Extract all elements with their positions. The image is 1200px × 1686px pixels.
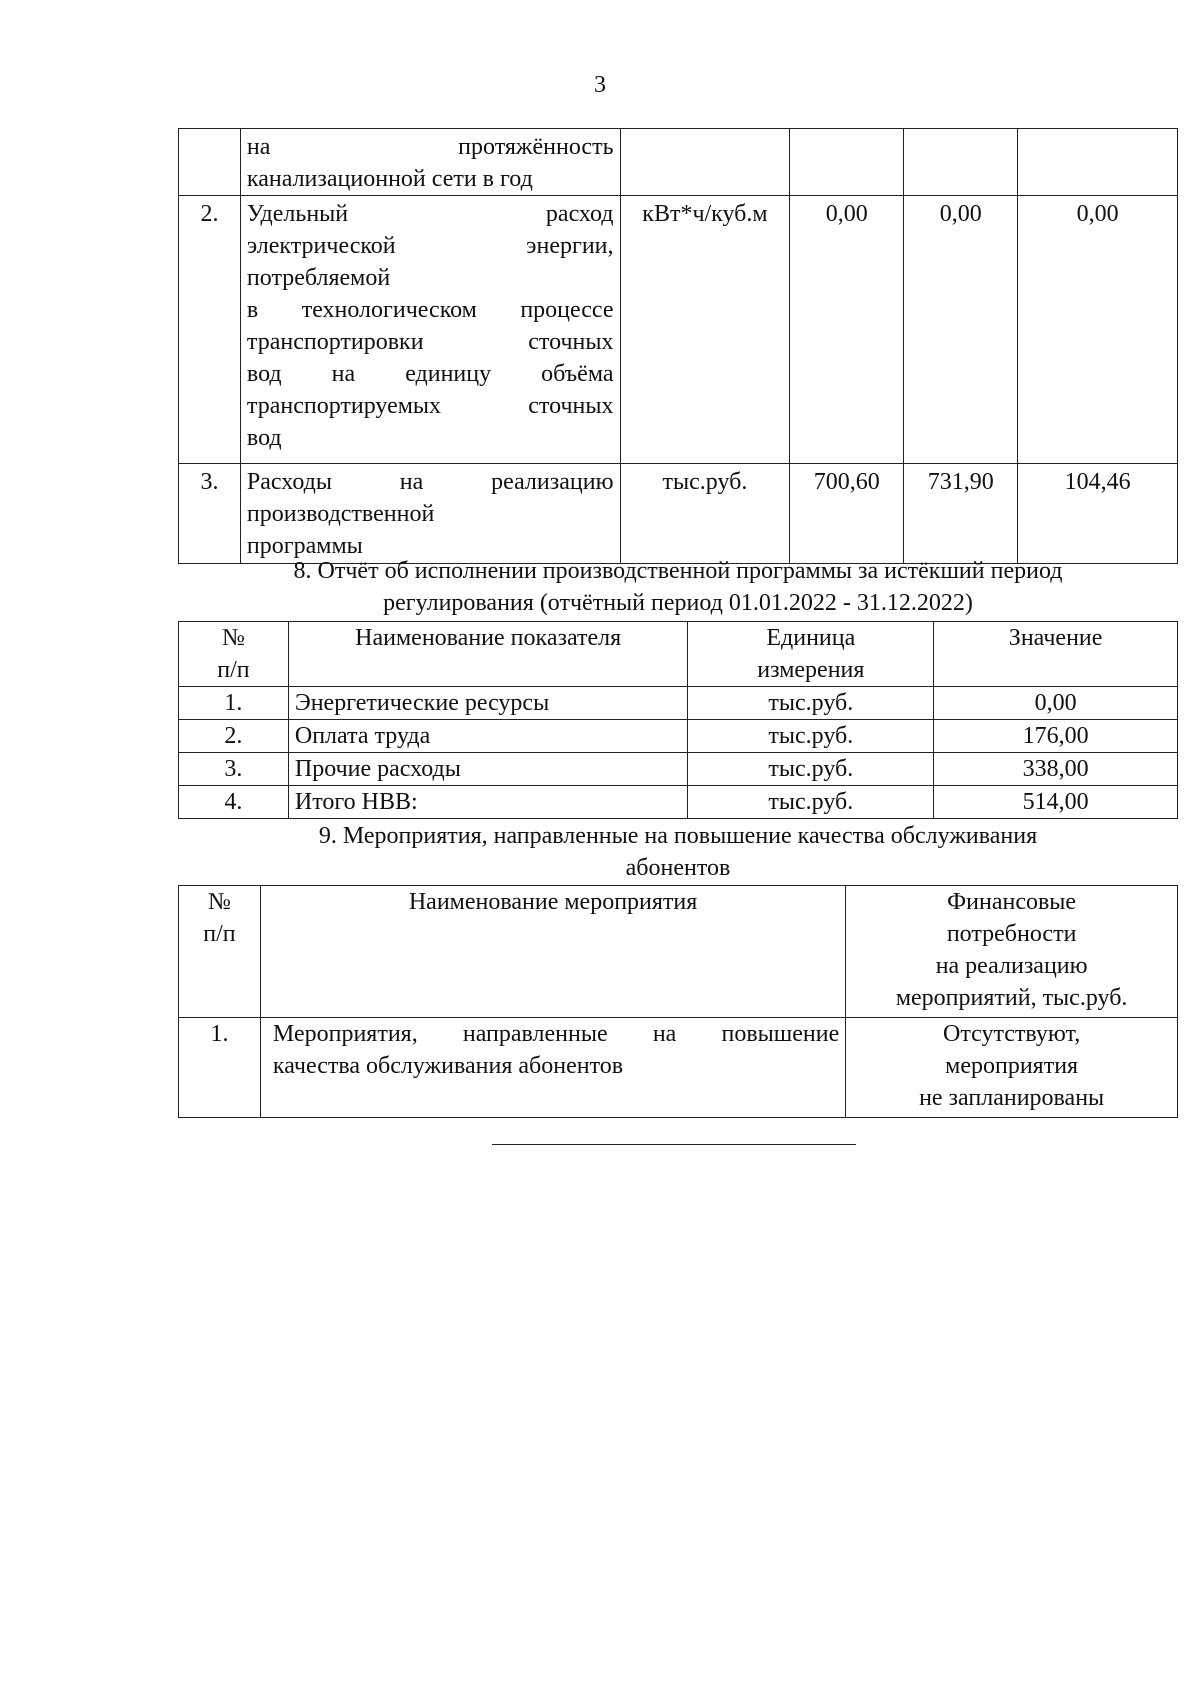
row-value: 514,00 [934, 786, 1178, 819]
indicator-name-line: транспортировки сточных [246, 329, 614, 355]
row-number: 3. [179, 464, 241, 564]
row-number: 1. [179, 1018, 261, 1118]
value-cell: 700,60 [790, 464, 904, 564]
row-name: Прочие расходы [288, 753, 688, 786]
header-num-line: п/п [217, 657, 250, 683]
row-number: 1. [179, 687, 289, 720]
indicator-name-line: производственной [246, 501, 435, 527]
table-row [179, 687, 1178, 720]
report-table [178, 621, 1178, 819]
value-cell [790, 129, 904, 196]
value-cell: 0,00 [904, 196, 1018, 464]
header-financing-line: на реализацию [935, 953, 1088, 979]
header-unit-line: Единица [766, 625, 856, 651]
indicator-name [240, 129, 620, 196]
table-row [179, 786, 1178, 819]
indicator-name-line: канализационной сети в год [246, 166, 533, 192]
table-row [179, 129, 1178, 196]
value-cell [904, 129, 1018, 196]
row-number: 3. [179, 753, 289, 786]
table-row [179, 1018, 1178, 1118]
section-9-title-line: абонентов [625, 855, 731, 881]
row-number [179, 129, 241, 196]
table-row [179, 720, 1178, 753]
value-cell: 731,90 [904, 464, 1018, 564]
header-num-line: № [208, 889, 231, 915]
measures-table [178, 885, 1178, 1118]
row-unit: тыс.руб. [688, 753, 934, 786]
page-number: 3 [594, 72, 606, 98]
row-name: Оплата труда [288, 720, 688, 753]
indicator-name-line: электрической энергии, [246, 233, 614, 259]
header-num [179, 886, 261, 1018]
unit-cell: тыс.руб. [620, 464, 790, 564]
value-cell [1018, 129, 1178, 196]
row-number: 2. [179, 720, 289, 753]
measure-name-line: качества обслуживания абонентов [272, 1053, 624, 1079]
table-row [179, 464, 1178, 564]
header-num [179, 622, 289, 687]
value-cell: 104,46 [1018, 464, 1178, 564]
row-name: Итого НВВ: [288, 786, 688, 819]
header-num-line: п/п [203, 921, 236, 947]
header-num-line: № [221, 625, 245, 651]
section-9-title [178, 820, 1178, 884]
row-unit: тыс.руб. [688, 687, 934, 720]
indicator-name-line: в технологическом процессе [246, 297, 614, 323]
indicators-table [178, 128, 1178, 564]
value-cell: 0,00 [790, 196, 904, 464]
measure-financing-line: Отсутствуют, [943, 1021, 1081, 1047]
table-row [179, 196, 1178, 464]
indicator-name-line: программы [246, 533, 363, 559]
indicator-name-line: транспортируемых сточных [246, 393, 614, 419]
section-8-title [178, 555, 1178, 619]
header-financing-line: потребности [946, 921, 1077, 947]
measure-name-line: Мероприятия, направленные на повышение [272, 1021, 840, 1047]
header-unit [688, 622, 934, 687]
indicator-name-line: Расходы на реализацию [246, 469, 614, 495]
indicator-name-line: на протяжённость [246, 134, 614, 160]
measure-financing-line: не запланированы [919, 1085, 1105, 1111]
header-financing-line: мероприятий, тыс.руб. [895, 985, 1128, 1011]
table-row [179, 753, 1178, 786]
unit-cell [620, 129, 790, 196]
row-number: 2. [179, 196, 241, 464]
closing-rule [492, 1144, 856, 1145]
table-header-row [179, 886, 1178, 1018]
section-9-title-line: 9. Мероприятия, направленные на повышение качества обслуживания [318, 823, 1038, 849]
header-unit-line: измерения [757, 657, 865, 683]
row-value: 338,00 [934, 753, 1178, 786]
table-header-row [179, 622, 1178, 687]
row-value: 176,00 [934, 720, 1178, 753]
indicator-name-line: вод [246, 425, 282, 451]
row-unit: тыс.руб. [688, 720, 934, 753]
section-8-title-line: регулирования (отчётный период 01.01.2022 - 31.12.2022) [383, 590, 973, 616]
header-financing-line: Финансовые [947, 889, 1077, 915]
indicator-name-line: Удельный расход [246, 201, 614, 227]
unit-cell: кВт*ч/куб.м [620, 196, 790, 464]
row-name: Энергетические ресурсы [288, 687, 688, 720]
header-value: Значение [934, 622, 1178, 687]
indicator-name-line: потребляемой [246, 265, 391, 291]
indicator-name [240, 464, 620, 564]
indicator-name [240, 196, 620, 464]
header-name: Наименование показателя [288, 622, 688, 687]
row-value: 0,00 [934, 687, 1178, 720]
row-number: 4. [179, 786, 289, 819]
header-financing [846, 886, 1178, 1018]
measure-name [260, 1018, 845, 1118]
measure-financing [846, 1018, 1178, 1118]
header-name: Наименование мероприятия [260, 886, 845, 1018]
indicator-name-line: вод на единицу объёма [246, 361, 614, 387]
measure-financing-line: мероприятия [945, 1053, 1079, 1079]
value-cell: 0,00 [1018, 196, 1178, 464]
row-unit: тыс.руб. [688, 786, 934, 819]
section-8-title-line: 8. Отчёт об исполнении производственной программы за истёкший период [293, 558, 1063, 584]
